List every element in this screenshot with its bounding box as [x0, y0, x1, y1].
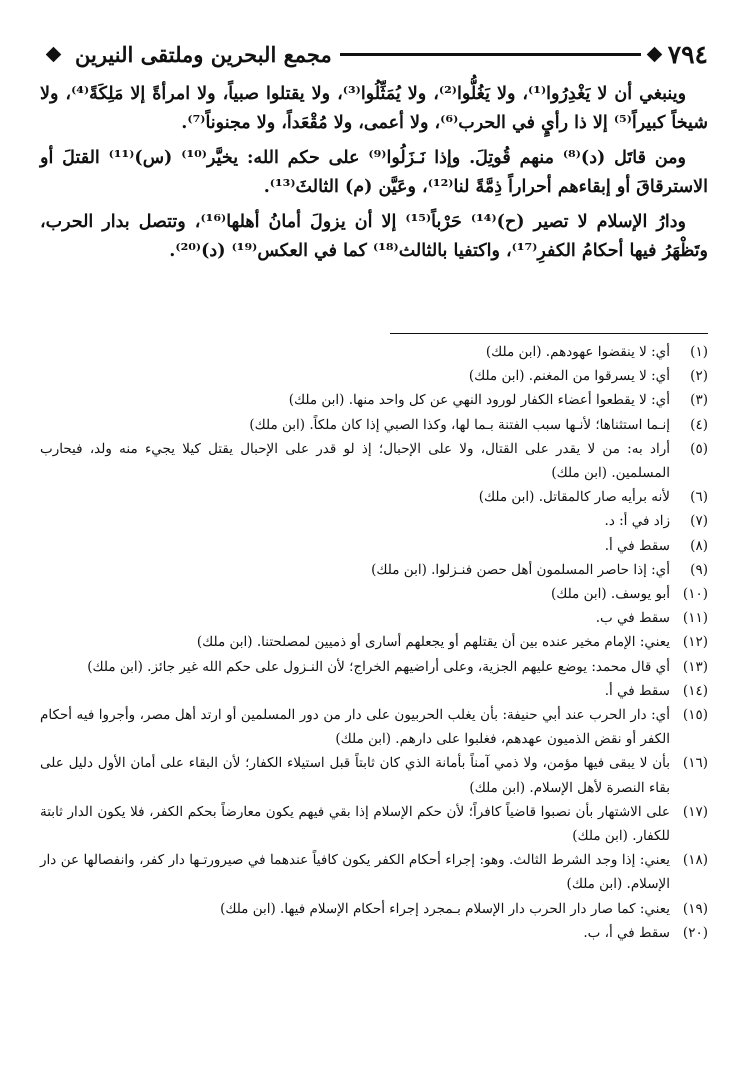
- footnote-number: (١٦): [682, 755, 708, 772]
- footnote: [40, 751, 708, 799]
- footnote: [40, 485, 708, 509]
- footnote-text: يعني: إذا وجد الشرط الثالث. وهو: إجراء أحكام الكفر يكون كافياً عندهما في صيرورتـها دار كفر، وانفصالها عن دار الإسلام. (ابن ملك): [40, 852, 670, 893]
- footnote-text: أي: لا ينقضوا عهودهم. (ابن ملك): [485, 344, 670, 360]
- footnote-number: (١٣): [682, 658, 708, 675]
- footnote-number: (٩): [690, 561, 708, 578]
- footnote: [40, 437, 708, 485]
- footnote-number: (٢٠): [682, 924, 708, 941]
- paragraph: ومن قاتَل (د)⁽⁸⁾ منهم قُوتِلَ. وإذا نَـزَلُوا⁽⁹⁾ على حكم الله: يخيَّر⁽¹⁰⁾ (س)⁽¹¹⁾ القتلَ أو الاسترقاقَ أو إبقاءهم أحراراً ذِمَّةً لنا⁽¹²⁾، وعَيَّن (م) الثالثَ⁽¹³⁾.: [40, 148, 708, 197]
- footnote-text: بأن لا يبقى فيها مؤمن، ولا ذمي آمناً بأمانة الذي كان ثابتاً قبل استيلاء الكفار؛ لأن البقاء على أمان الأول دليل على بقاء النصرة لأهل الإسلام. (ابن ملك): [40, 755, 670, 796]
- footnote-text: أراد به: من لا يقدر على القتال، ولا على الإحبال؛ إذ لو قدر على الإحبال يقتل كيلا يجيء منه ولد، فيحارب المسلمين. (ابن ملك): [40, 440, 670, 482]
- footnote: [40, 509, 708, 533]
- footnote-number: (١٠): [682, 586, 708, 603]
- footnote: [40, 606, 708, 630]
- footnote-text: أي: دار الحرب عند أبي حنيفة: بأن يغلب الحربيون على دار من دور المسلمين أو ارتد أهل مصر، وأجروا فيه أحكام الكفر أو نقض الذميون عهدهم، فغلبوا على دارهم. (ابن ملك): [40, 707, 670, 748]
- footnote-number: (٦): [690, 489, 708, 506]
- diamond-ornament-icon: [646, 46, 662, 62]
- footnote-separator: [390, 333, 708, 334]
- footnote-number: (١٩): [682, 900, 708, 917]
- footnotes: [40, 340, 708, 945]
- footnote-text: سقط في أ.: [604, 537, 670, 554]
- footnote-number: (٣): [690, 392, 708, 409]
- main-text: [40, 80, 708, 272]
- footnote-number: (٤): [690, 416, 708, 433]
- footnote: [40, 340, 708, 364]
- paragraph: ودارُ الإسلام لا تصير (ح)⁽¹⁴⁾ حَرْباً⁽¹⁵⁾ إلا أن يزولَ أمانُ أهلها⁽¹⁶⁾، وتتصل بدار الحرب، وتَظْهَرُ فيها أحكامُ الكفرِ⁽¹⁷⁾، واكتفيا بالثالث⁽¹⁸⁾ كما في العكس⁽¹⁹⁾ (د)⁽²⁰⁾.: [40, 212, 708, 261]
- footnote: [40, 388, 708, 412]
- footnote-number: (١): [690, 344, 708, 360]
- footnote-number: (١١): [682, 610, 708, 627]
- footnote-text: زاد في أ: د.: [604, 513, 670, 530]
- running-header: [40, 34, 708, 74]
- footnote-text: إنـما استثناها؛ لأنـها سبب الفتنة بـما لها، وكذا الصبي إذا كان ملكاً. (ابن ملك): [249, 416, 670, 433]
- footnote: [40, 582, 708, 606]
- footnote-number: (١٤): [682, 682, 708, 699]
- footnote-text: يعني: كما صار دار الحرب دار الإسلام بـمجرد إجراء أحكام الإسلام فيها. (ابن ملك): [220, 900, 670, 917]
- footnote: [40, 364, 708, 388]
- footnote-text: سقط في ب.: [595, 610, 670, 627]
- footnote: [40, 679, 708, 703]
- footnote-text: لأنه برأيه صار كالمقاتل. (ابن ملك): [478, 489, 670, 506]
- footnote-number: (٧): [690, 513, 708, 530]
- footnote: [40, 800, 708, 848]
- footnote: [40, 897, 708, 921]
- footnote-text: أي: إذا حاصر المسلمون أهل حصن فنـزلوا. (ابن ملك): [371, 561, 670, 578]
- footnote: [40, 703, 708, 751]
- footnote-number: (١٢): [682, 634, 708, 651]
- footnote-text: أي: لا يقطعوا أعضاء الكفار لورود النهي عن كل واحد منها. (ابن ملك): [288, 392, 670, 409]
- footnote-text: أبو يوسف. (ابن ملك): [550, 586, 670, 603]
- header-rule: [340, 53, 641, 56]
- footnote: [40, 558, 708, 582]
- footnote: [40, 413, 708, 437]
- footnote-number: (١٧): [682, 803, 708, 820]
- footnote-number: (٥): [690, 440, 708, 457]
- footnote-number: (١٨): [682, 852, 708, 869]
- footnote-text: يعني: الإمام مخير عنده بين أن يقتلهم أو يجعلهم أسارى أو ذميين لمصلحتنا. (ابن ملك): [196, 634, 670, 651]
- footnote-number: (٢): [690, 368, 708, 385]
- book-title: مجمع البحرين وملتقى النيرين: [75, 41, 332, 67]
- footnote-number: (١٥): [682, 707, 708, 724]
- page-number: ٧٩٤: [667, 39, 708, 69]
- diamond-ornament-icon: [46, 46, 62, 62]
- footnote: [40, 534, 708, 558]
- footnote: [40, 921, 708, 945]
- footnote: [40, 655, 708, 679]
- footnote-text: أي قال محمد: يوضع عليهم الجزية، وعلى أراضيهم الخراج؛ لأن النـزول على حكم الله غير جائز. (ابن ملك): [87, 658, 670, 675]
- footnote-text: على الاشتهار بأن نصبوا قاضياً كافراً؛ لأن حكم الإسلام إذا بقي فيهم يكون معارضاً بحكم الكفر، فلا يكون الدار ثابتة للكفار. (ابن ملك): [40, 803, 670, 845]
- footnote-text: أي: لا يسرقوا من المغنم. (ابن ملك): [468, 368, 670, 385]
- footnote: [40, 848, 708, 896]
- paragraph: وينبغي أن لا يَغْدِرُوا⁽¹⁾، ولا يَغُلُّوا⁽²⁾، ولا يُمَثِّلُوا⁽³⁾، ولا يقتلوا صبياً، ولا امرأةً إلا مَلِكَةً⁽⁴⁾، ولا شيخاً كبيراً⁽⁵⁾ إلا ذا رأيٍ في الحرب⁽⁶⁾، ولا أعمى، ولا مُقْعَداً، ولا مجنوناً⁽⁷⁾.: [40, 84, 708, 133]
- footnote-number: (٨): [690, 537, 708, 554]
- footnote-text: سقط في أ، ب.: [583, 924, 670, 941]
- footnote-text: سقط في أ.: [604, 682, 670, 699]
- footnote: [40, 630, 708, 654]
